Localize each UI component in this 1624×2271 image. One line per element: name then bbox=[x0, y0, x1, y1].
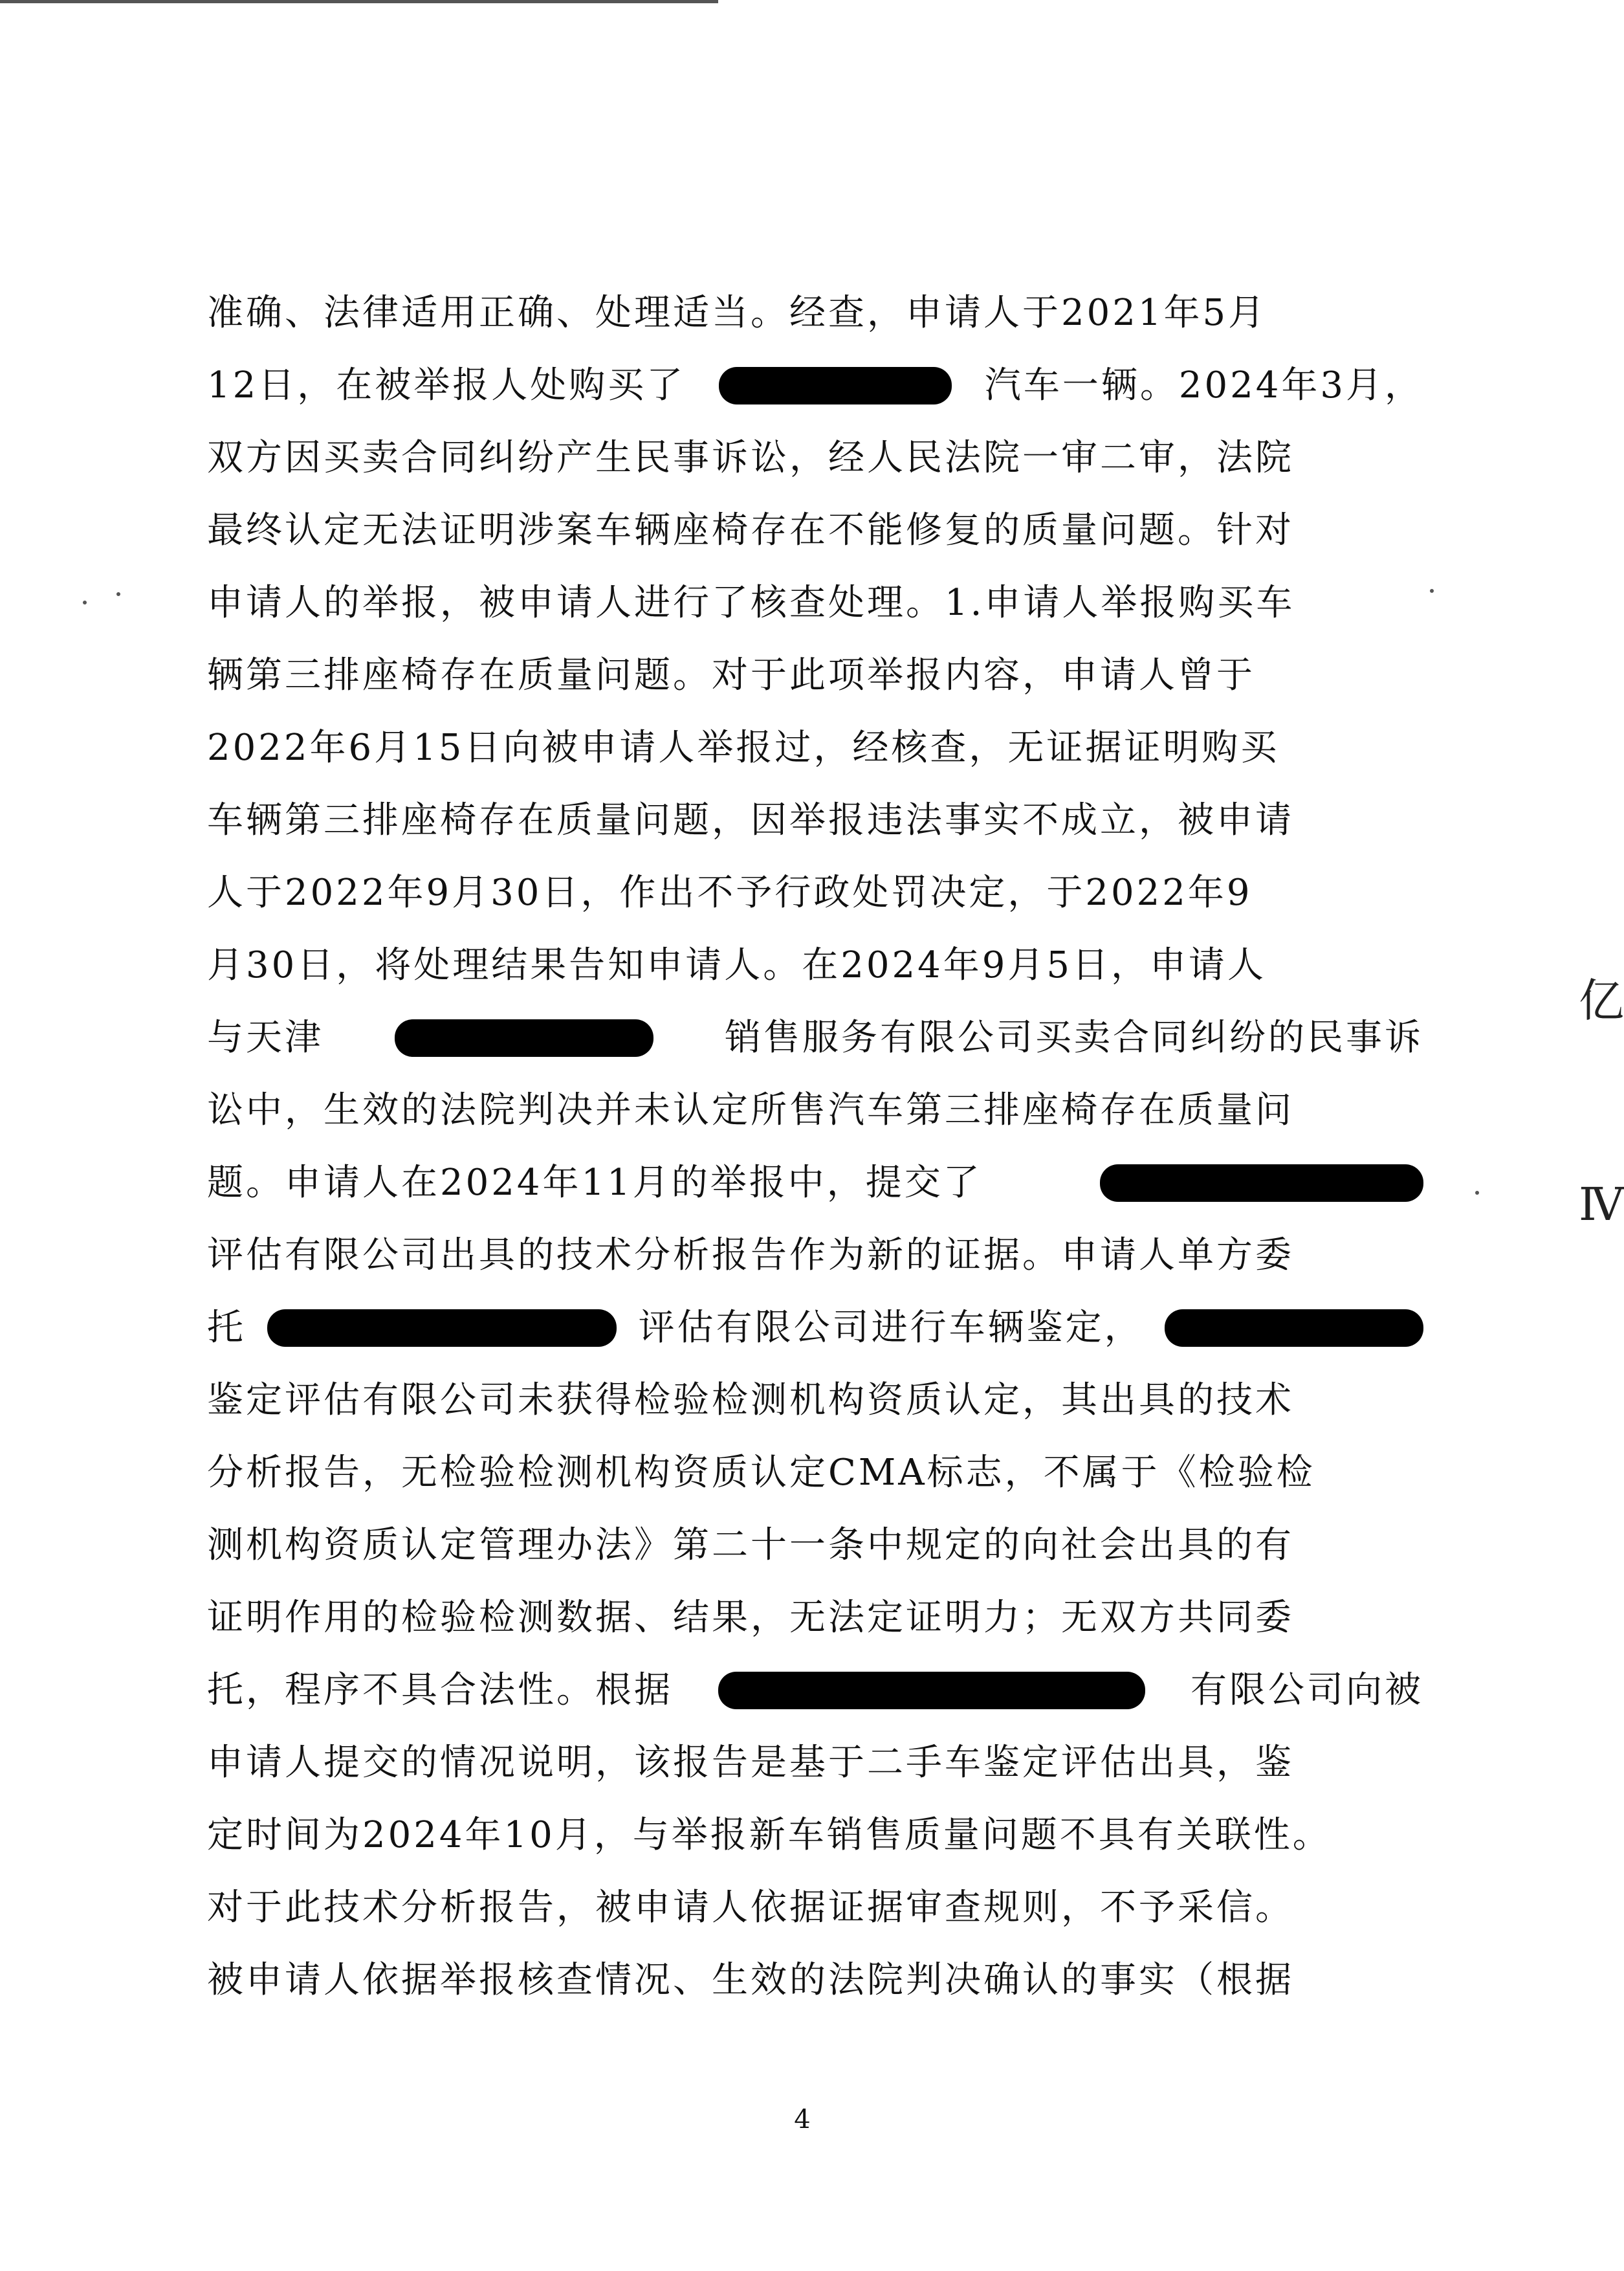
text-line bbox=[207, 1437, 1423, 1509]
text-line bbox=[207, 1002, 1423, 1074]
text-segment: 托，程序不具合法性。根据 bbox=[207, 1669, 673, 1711]
text-segment: 申请人的举报，被申请人进行了核查处理。1.申请人举报购买车 bbox=[207, 582, 1295, 624]
text-segment: 最终认定无法证明涉案车辆座椅存在不能修复的质量问题。针对 bbox=[207, 509, 1294, 551]
scan-top-edge bbox=[0, 0, 718, 3]
text-line bbox=[207, 1582, 1423, 1654]
text-line bbox=[207, 712, 1423, 784]
text-segment: 准确、法律适用正确、处理适当。经查，申请人于2021年5月 bbox=[207, 292, 1267, 334]
redaction-bar bbox=[395, 1019, 653, 1057]
text-segment: 托 bbox=[207, 1307, 246, 1349]
scan-speck bbox=[1430, 589, 1434, 593]
redaction-bar bbox=[267, 1309, 617, 1347]
scan-speck bbox=[1475, 1191, 1479, 1195]
text-segment: 人于2022年9月30日，作出不予行政处罚决定，于2022年9 bbox=[207, 872, 1253, 914]
redaction-bar bbox=[1100, 1164, 1423, 1202]
text-segment: 定时间为2024年10月，与举报新车销售质量问题不具有关联性。 bbox=[207, 1814, 1332, 1856]
text-segment: 月30日，将处理结果告知申请人。在2024年9月5日，申请人 bbox=[207, 944, 1267, 986]
margin-mark: Ⅳ bbox=[1579, 1178, 1624, 1231]
text-line bbox=[207, 277, 1423, 349]
redaction-bar bbox=[1165, 1309, 1423, 1347]
text-segment: 12日，在被举报人处购买了 bbox=[207, 364, 686, 406]
text-segment: 评估有限公司出具的技术分析报告作为新的证据。申请人单方委 bbox=[207, 1234, 1294, 1276]
text-line bbox=[207, 1074, 1423, 1147]
text-line bbox=[207, 1509, 1423, 1582]
text-line bbox=[207, 349, 1423, 422]
text-line bbox=[207, 1219, 1423, 1292]
text-line bbox=[207, 1364, 1423, 1437]
text-line bbox=[207, 1799, 1423, 1872]
text-segment: 与天津 bbox=[207, 1017, 324, 1059]
text-segment: 销售服务有限公司买卖合同纠纷的民事诉 bbox=[725, 1017, 1423, 1059]
text-segment: 车辆第三排座椅存在质量问题，因举报违法事实不成立，被申请 bbox=[207, 799, 1294, 841]
text-line bbox=[207, 1727, 1423, 1799]
text-line bbox=[207, 567, 1423, 639]
text-segment: 测机构资质认定管理办法》第二十一条中规定的向社会出具的有 bbox=[207, 1524, 1294, 1566]
text-line bbox=[207, 1292, 1423, 1364]
redaction-bar bbox=[718, 1672, 1145, 1709]
text-segment: 有限公司向被 bbox=[1191, 1669, 1423, 1711]
text-line bbox=[207, 494, 1423, 567]
page-number: 4 bbox=[794, 2105, 811, 2134]
text-segment: 题。申请人在2024年11月的举报中，提交了 bbox=[207, 1162, 982, 1204]
body-text bbox=[207, 277, 1423, 2017]
margin-mark: 亿 bbox=[1579, 974, 1624, 1027]
text-segment: 被申请人依据举报核查情况、生效的法院判决确认的事实（根据 bbox=[207, 1959, 1294, 2001]
text-segment: 评估有限公司进行车辆鉴定， bbox=[638, 1307, 1143, 1349]
text-segment: 证明作用的检验检测数据、结果，无法定证明力；无双方共同委 bbox=[207, 1597, 1294, 1639]
text-segment: 鉴定评估有限公司未获得检验检测机构资质认定，其出具的技术 bbox=[207, 1379, 1294, 1421]
text-segment: 辆第三排座椅存在质量问题。对于此项举报内容，申请人曾于 bbox=[207, 654, 1255, 696]
text-segment: 汽车一辆。2024年3月， bbox=[984, 364, 1423, 406]
text-line bbox=[207, 1872, 1423, 1944]
text-line bbox=[207, 857, 1423, 929]
text-segment: 讼中，生效的法院判决并未认定所售汽车第三排座椅存在质量问 bbox=[207, 1089, 1294, 1131]
scan-speck bbox=[83, 601, 87, 604]
text-segment: 双方因买卖合同纠纷产生民事诉讼，经人民法院一审二审，法院 bbox=[207, 437, 1294, 479]
text-line bbox=[207, 784, 1423, 857]
redaction-bar bbox=[719, 367, 952, 404]
text-segment: 2022年6月15日向被申请人举报过，经核查，无证据证明购买 bbox=[207, 727, 1280, 769]
text-segment: 申请人提交的情况说明，该报告是基于二手车鉴定评估出具，鉴 bbox=[207, 1742, 1294, 1784]
text-line bbox=[207, 1654, 1423, 1727]
text-line bbox=[207, 1147, 1423, 1219]
text-line bbox=[207, 1944, 1423, 2017]
text-segment: 分析报告，无检验检测机构资质认定CMA标志，不属于《检验检 bbox=[207, 1452, 1315, 1494]
text-segment: 对于此技术分析报告，被申请人依据证据审查规则，不予采信。 bbox=[207, 1887, 1294, 1929]
text-line bbox=[207, 929, 1423, 1002]
scan-speck bbox=[116, 592, 120, 596]
text-line bbox=[207, 422, 1423, 494]
text-line bbox=[207, 639, 1423, 712]
